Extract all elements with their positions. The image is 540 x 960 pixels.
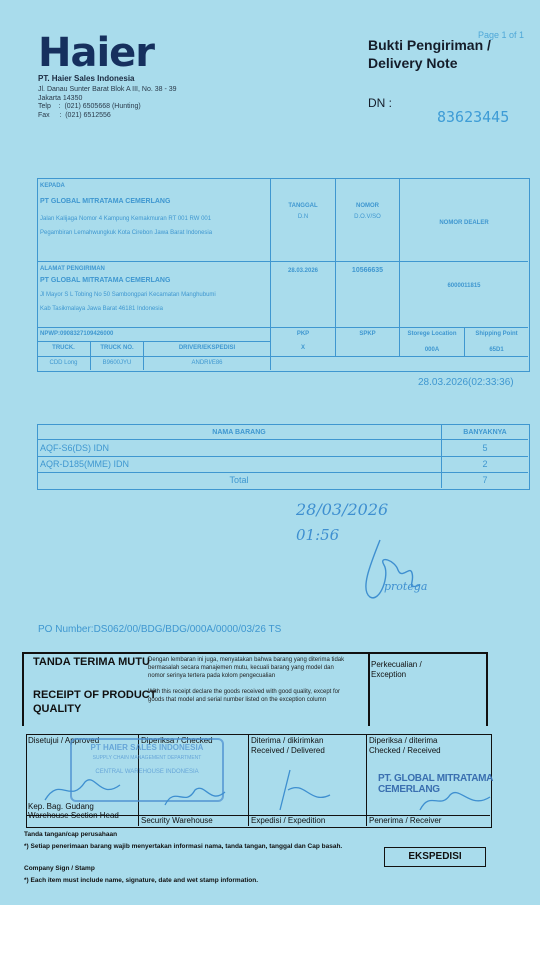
page-indicator: Page 1 of 1 [478, 30, 525, 40]
print-timestamp: 28.03.2026(02:33:36) [418, 377, 514, 388]
kepada-label: KEPADA [40, 183, 65, 189]
truck-value: CDD Long [49, 360, 78, 366]
kepada-addr2: Pegambiran Lemahwungkuk Kota Cirebon Jawa Barat Indonesia [40, 230, 213, 236]
footer-note-label: Tanda tangan/cap perusahaan [24, 831, 118, 838]
company-name: PT. Haier Sales Indonesia [38, 74, 135, 83]
pkp-label: PKP [296, 331, 310, 337]
checked-signature [160, 780, 230, 812]
footer-sign-label: Company Sign / Stamp [24, 865, 95, 872]
spkp-label: SPKP [359, 331, 376, 337]
npwp: NPWP:0908327109426000 [40, 331, 114, 337]
truck-no-header: TRUCK NO. [100, 345, 134, 351]
stamp-haier-line1: PT HAIER SALES INDONESIA [90, 743, 204, 752]
received-delivered-label: Diterima / dikirimkan Received / Delivered [251, 736, 325, 755]
driver-header: DRIVER/EKSPEDISI [178, 345, 236, 351]
po-number: PO Number:DS062/00/BDG/BDG/000A/0000/03/26 TS [38, 624, 282, 635]
receipt-title-id: TANDA TERIMA MUTU [33, 656, 150, 668]
receiver-signature [415, 785, 495, 815]
do-number: 10566635 [351, 267, 384, 274]
col-tanggal-sub: D.N [297, 214, 309, 220]
truck-no-value: B9600JYU [102, 360, 132, 366]
item-row-1-name: AQF-S6(DS) IDN [40, 443, 110, 453]
col-nomor-sub: D.O.V/SO [354, 214, 381, 220]
security-label: Security Warehouse [141, 816, 213, 825]
haier-logo: Haier [38, 30, 155, 76]
total-label: Total [229, 475, 249, 485]
handwritten-sig-text: protega [384, 580, 428, 593]
item-row-2-name: AQR-D185(MME) IDN [40, 459, 130, 469]
alamat-addr2: Kab Tasikmalaya Jawa Barat 46181 Indonesia [40, 306, 163, 312]
receipt-title-en1: RECEIPT OF PRODUCT [33, 689, 157, 701]
document-title: Bukti Pengiriman / Delivery Note [368, 37, 491, 71]
ekspedisi-badge: EKSPEDISI [384, 847, 486, 867]
receiver-label: Penerima / Receiver [369, 816, 442, 825]
receipt-text-id: Dengan lembaran ini juga, menyatakan bahwa barang yang diterima tidak bermasalah secara manajemen mutu, kecuali barang yang model dan nomor serinya tertera pada kolom pengecualian [148, 657, 345, 679]
footer-note-en: *) Each item must include name, signature, date and wet stamp information. [24, 877, 259, 884]
total-qty: 7 [482, 475, 488, 485]
approved-signature [40, 770, 130, 810]
receipt-text-en: With this receipt declare the goods received with good quality, except for goods that model and serial number listed on the exception column [148, 689, 340, 703]
dn-number: 83623445 [437, 108, 510, 126]
item-row-1-qty: 5 [482, 443, 488, 453]
col-dealer: NOMOR DEALER [439, 220, 489, 226]
storage-value: 000A [424, 347, 440, 353]
alamat-addr1: Jl Mayor S L Tobing No 50 Sambongpari Kecamatan Manghubumi [40, 292, 216, 298]
dealer-number: 6000011815 [447, 283, 481, 289]
section-head-label: Kep. Bag. Gudang Warehouse Section Head [28, 802, 119, 820]
item-row-2-qty: 2 [482, 459, 488, 469]
kepada-addr1: Jalan Kalijaga Nomor 4 Kampung Kemakmuran RT 001 RW 001 [40, 216, 212, 222]
expedition-label: Expedisi / Expedition [251, 816, 326, 825]
footer-note-id: *) Setiap penerimaan barang wajib menyertakan informasi nama, tanda tangan, tanggal dan Cap basah. [24, 843, 343, 850]
truck-header: TRUCK. [52, 345, 75, 351]
delivered-signature [270, 760, 350, 815]
alamat-name: PT GLOBAL MITRATAMA CEMERLANG [40, 277, 171, 284]
col-nomor: NOMOR [356, 203, 379, 209]
checked-received-label: Diperiksa / diterima Checked / Received [369, 736, 441, 755]
receipt-title-en2: QUALITY [33, 703, 82, 715]
stamp-haier-line2: SUPPLY CHAIN MANAGEMENT DEPARTMENT [92, 755, 202, 761]
alamat-label: ALAMAT PENGIRIMAN [40, 266, 105, 272]
handwritten-signature [350, 535, 440, 610]
global-mitratama-stamp: PT. GLOBAL MITRATAMA CEMERLANG [378, 773, 493, 795]
dn-label: DN : [368, 96, 392, 110]
item-qty-header: BANYAKNYA [463, 429, 507, 436]
approved-label: Disetujui / Approved [28, 736, 100, 745]
checked-label: Diperiksa / Checked [141, 736, 213, 745]
exception-label: Perkecualian / Exception [371, 660, 422, 679]
col-tanggal: TANGGAL [288, 203, 318, 209]
handwritten-date: 28/03/2026 [296, 500, 389, 519]
shipping-value: 65D1 [489, 347, 504, 353]
shipping-label: Shipping Point [475, 331, 518, 337]
storage-label: Storege Location [407, 331, 457, 337]
dn-date: 28.03.2026 [287, 268, 319, 274]
item-name-header: NAMA BARANG [212, 429, 266, 436]
handwritten-time: 01:56 [296, 526, 340, 544]
kepada-name: PT GLOBAL MITRATAMA CEMERLANG [40, 198, 171, 205]
company-address: Jl. Danau Sunter Barat Blok A III, No. 38 - 39 Jakarta 14350 Telp : (021) 6505668 (Hunting) Fax : (021) 6512556 [38, 86, 177, 119]
pkp-value: X [300, 345, 305, 351]
stamp-haier-line3: CENTRAL WAREHOUSE INDONESIA [95, 769, 199, 775]
driver-value: ANDRI/E86 [191, 360, 223, 366]
